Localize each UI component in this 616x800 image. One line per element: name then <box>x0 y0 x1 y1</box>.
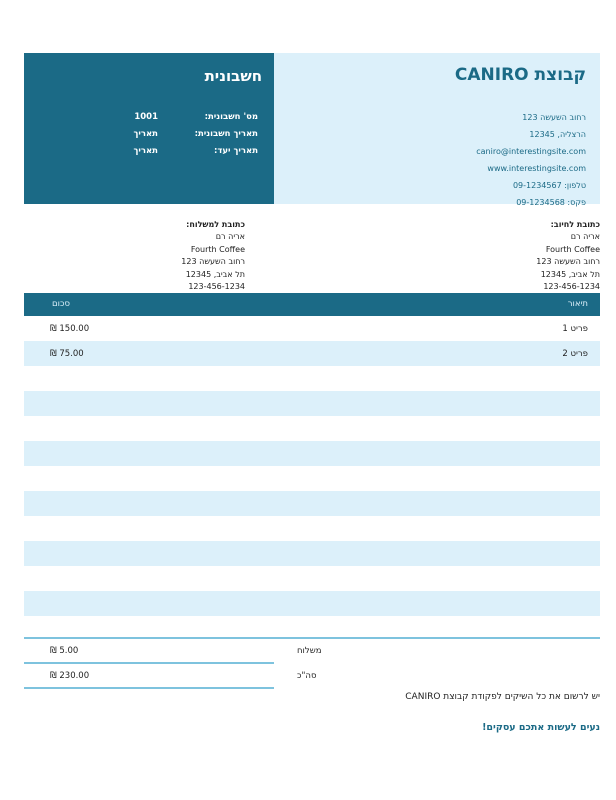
items-table-body <box>24 316 600 641</box>
invoice-page <box>24 53 600 681</box>
ship-to-title: כתובת למשלוח: <box>186 220 245 229</box>
invoice-date-label: תאריך חשבונית: <box>194 128 258 139</box>
table-row <box>24 416 600 441</box>
items-table-header <box>24 293 600 316</box>
bill-to-street: רחוב השעשה 123 <box>536 257 600 267</box>
total-row <box>24 664 600 687</box>
table-row <box>24 541 600 566</box>
table-row <box>24 366 600 391</box>
due-date-row <box>58 142 258 159</box>
ship-to-block <box>181 219 245 293</box>
invoice-title: חשבונית <box>204 67 262 85</box>
invoice-date-value: תאריך <box>133 128 158 139</box>
bill-to-company: Fourth Coffee <box>545 244 600 254</box>
shipping-value: 5.00 ₪ <box>50 646 79 656</box>
due-date-label: תאריך יעד: <box>213 145 258 156</box>
thank-you-message: נעים לעשות אתכם עסקים! <box>482 722 600 733</box>
company-name: קבוצת CANIRO <box>454 65 586 85</box>
table-row <box>24 391 600 416</box>
invoice-date-row <box>58 125 258 142</box>
company-city: הרצליה, 12345 <box>529 130 586 139</box>
invoice-info-panel <box>24 53 274 204</box>
due-date-value: תאריך <box>133 145 158 156</box>
table-row <box>24 516 600 541</box>
total-value: 230.00 ₪ <box>50 671 90 681</box>
table-row <box>24 591 600 616</box>
company-panel <box>274 53 600 207</box>
table-row <box>24 566 600 591</box>
total-label: סה"כ <box>297 671 317 681</box>
ship-to-name: אריה רם <box>215 232 245 242</box>
row-amount: 75.00 ₪ <box>50 349 84 359</box>
header-description: תיאור <box>567 299 588 309</box>
row-amount: 150.00 ₪ <box>50 324 90 334</box>
ship-to-city: תל אביב, 12345 <box>185 269 245 279</box>
bill-to-title: כתובת לחיוב: <box>550 220 600 229</box>
company-details <box>476 109 586 211</box>
payment-note: יש לרשום את כל השיקים לפקודת קבוצת CANIRO <box>405 692 600 702</box>
total-rule <box>24 687 274 689</box>
totals-block <box>24 637 600 689</box>
table-row <box>24 491 600 516</box>
row-description: פריט 2 <box>562 349 588 359</box>
company-phone: טלפון: 09-1234567 <box>512 181 586 190</box>
bill-to-name: אריה רם <box>570 232 600 242</box>
bill-to-phone: 123-456-1234 <box>543 282 600 292</box>
table-row <box>24 441 600 466</box>
row-description: פריט 1 <box>562 324 588 334</box>
invoice-meta <box>58 108 258 159</box>
table-row <box>24 316 600 341</box>
invoice-header <box>24 53 600 207</box>
ship-to-phone: 123-456-1234 <box>188 282 245 292</box>
table-row <box>24 466 600 491</box>
shipping-label: משלוח <box>297 646 322 656</box>
invoice-number-value: 1001 <box>134 111 158 122</box>
header-amount: סכום <box>52 299 70 309</box>
invoice-number-label: מס' חשבונית: <box>204 111 258 122</box>
items-table <box>24 293 600 641</box>
company-website[interactable]: www.interestingsite.com <box>487 164 586 173</box>
company-fax: פקס: 09-1234568 <box>516 198 586 207</box>
company-email[interactable]: caniro@interestingsite.com <box>476 147 586 156</box>
shipping-row <box>24 639 600 662</box>
ship-to-company: Fourth Coffee <box>190 244 245 254</box>
bill-to-city: תל אביב, 12345 <box>540 269 600 279</box>
company-address: רחוב השעשה 123 <box>522 113 586 122</box>
table-row <box>24 341 600 366</box>
bill-to-block <box>536 219 600 293</box>
ship-to-street: רחוב השעשה 123 <box>181 257 245 267</box>
invoice-number-row <box>58 108 258 125</box>
